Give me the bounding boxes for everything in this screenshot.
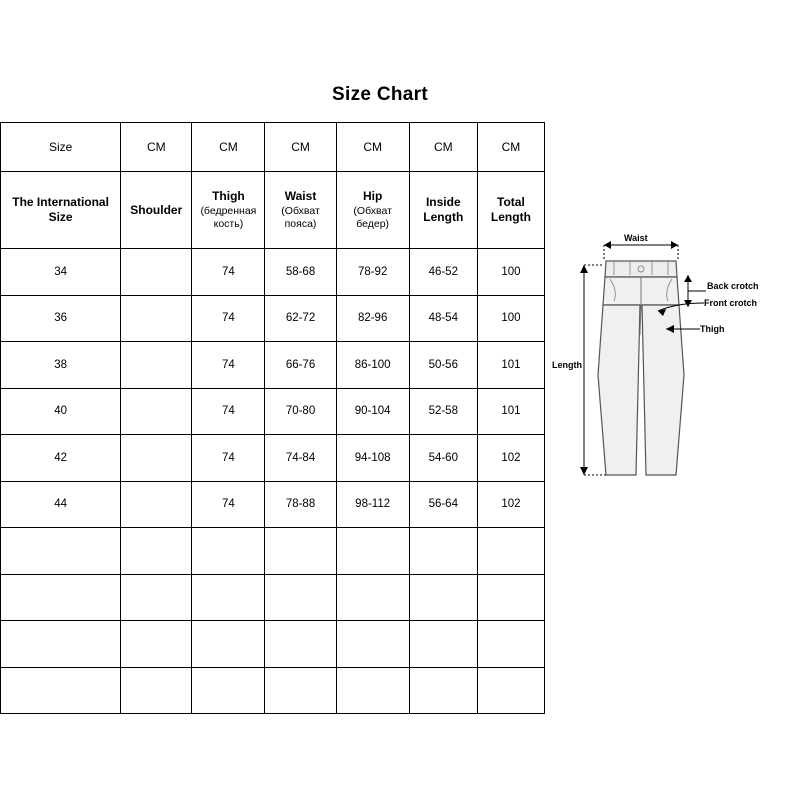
cell-waist: 66-76	[265, 342, 336, 389]
cell-thigh	[192, 667, 265, 714]
header-waist	[265, 172, 336, 249]
cell-size: 40	[1, 388, 121, 435]
header-total-length-label: Total Length	[490, 195, 531, 224]
unit-cell-shoulder: CM	[121, 123, 192, 172]
cell-shoulder	[121, 621, 192, 668]
table-header-row	[1, 172, 545, 249]
unit-cell-total-length: CM	[477, 123, 544, 172]
cell-shoulder	[121, 435, 192, 482]
cell-inside-length	[409, 528, 477, 575]
cell-shoulder	[121, 249, 192, 296]
cell-inside-length: 54-60	[409, 435, 477, 482]
cell-total-length: 100	[477, 249, 544, 296]
cell-thigh	[192, 528, 265, 575]
header-waist-label: Waist	[284, 188, 317, 203]
cell-inside-length	[409, 667, 477, 714]
pants-measurement-illustration	[548, 225, 798, 515]
header-inside-length-label: Inside Length	[423, 195, 464, 224]
cell-waist	[265, 574, 336, 621]
cell-size: 38	[1, 342, 121, 389]
cell-shoulder	[121, 574, 192, 621]
thigh-label: Thigh	[700, 324, 725, 334]
header-inside-length	[409, 172, 477, 249]
cell-size: 36	[1, 295, 121, 342]
waist-label: Waist	[624, 233, 648, 243]
cell-inside-length: 46-52	[409, 249, 477, 296]
cell-hip: 82-96	[336, 295, 409, 342]
cell-hip: 98-112	[336, 481, 409, 528]
cell-shoulder	[121, 528, 192, 575]
cell-total-length	[477, 528, 544, 575]
cell-waist	[265, 667, 336, 714]
cell-total-length: 101	[477, 388, 544, 435]
unit-cell-size: Size	[1, 123, 121, 172]
pants-drawing	[598, 261, 684, 475]
header-international-size-label: The International Size	[12, 195, 109, 224]
header-waist-sub: (Обхват пояса)	[281, 204, 320, 230]
cell-inside-length: 48-54	[409, 295, 477, 342]
cell-thigh: 74	[192, 388, 265, 435]
cell-size	[1, 574, 121, 621]
header-thigh-sub: (бедренная кость)	[200, 204, 257, 230]
cell-shoulder	[121, 667, 192, 714]
cell-total-length	[477, 621, 544, 668]
cell-hip	[336, 574, 409, 621]
cell-size	[1, 621, 121, 668]
page-title: Size Chart	[332, 84, 428, 105]
cell-size	[1, 667, 121, 714]
table-unit-row	[1, 123, 545, 172]
cell-thigh: 74	[192, 481, 265, 528]
cell-hip	[336, 621, 409, 668]
header-shoulder-label: Shoulder	[130, 202, 183, 217]
cell-waist	[265, 528, 336, 575]
header-international-size	[1, 172, 121, 249]
cell-size	[1, 528, 121, 575]
header-hip	[336, 172, 409, 249]
table-row	[1, 388, 545, 435]
cell-waist	[265, 621, 336, 668]
cell-thigh: 74	[192, 435, 265, 482]
table-row	[1, 435, 545, 482]
cell-size: 34	[1, 249, 121, 296]
size-chart-table	[0, 122, 545, 714]
cell-hip: 78-92	[336, 249, 409, 296]
cell-waist: 78-88	[265, 481, 336, 528]
table-row	[1, 574, 545, 621]
cell-thigh: 74	[192, 249, 265, 296]
cell-hip	[336, 667, 409, 714]
table-row	[1, 249, 545, 296]
cell-waist: 70-80	[265, 388, 336, 435]
header-shoulder	[121, 172, 192, 249]
back-crotch-label: Back crotch	[707, 281, 759, 291]
cell-total-length: 101	[477, 342, 544, 389]
cell-hip: 86-100	[336, 342, 409, 389]
cell-waist: 58-68	[265, 249, 336, 296]
cell-hip: 90-104	[336, 388, 409, 435]
cell-thigh: 74	[192, 295, 265, 342]
header-hip-label: Hip	[362, 188, 383, 203]
unit-cell-hip: CM	[336, 123, 409, 172]
cell-waist: 74-84	[265, 435, 336, 482]
front-crotch-label: Front crotch	[704, 298, 757, 308]
waist-measure-arrow	[604, 241, 678, 261]
table-row	[1, 621, 545, 668]
cell-total-length	[477, 667, 544, 714]
cell-total-length	[477, 574, 544, 621]
cell-thigh: 74	[192, 342, 265, 389]
cell-hip	[336, 528, 409, 575]
cell-inside-length	[409, 621, 477, 668]
cell-size: 44	[1, 481, 121, 528]
table-row	[1, 295, 545, 342]
back-crotch-arrow	[684, 275, 706, 307]
cell-shoulder	[121, 342, 192, 389]
unit-cell-thigh: CM	[192, 123, 265, 172]
cell-shoulder	[121, 295, 192, 342]
cell-inside-length	[409, 574, 477, 621]
cell-total-length: 100	[477, 295, 544, 342]
cell-shoulder	[121, 481, 192, 528]
cell-shoulder	[121, 388, 192, 435]
table-row	[1, 481, 545, 528]
table-row	[1, 342, 545, 389]
cell-waist: 62-72	[265, 295, 336, 342]
length-label: Length	[552, 360, 582, 370]
cell-total-length: 102	[477, 481, 544, 528]
header-hip-sub: (Обхват бедер)	[353, 204, 392, 230]
cell-inside-length: 56-64	[409, 481, 477, 528]
header-total-length	[477, 172, 544, 249]
header-thigh-label: Thigh	[212, 188, 245, 203]
cell-hip: 94-108	[336, 435, 409, 482]
cell-inside-length: 52-58	[409, 388, 477, 435]
unit-cell-waist: CM	[265, 123, 336, 172]
cell-thigh	[192, 574, 265, 621]
header-thigh	[192, 172, 265, 249]
cell-total-length: 102	[477, 435, 544, 482]
cell-inside-length: 50-56	[409, 342, 477, 389]
cell-size: 42	[1, 435, 121, 482]
cell-thigh	[192, 621, 265, 668]
unit-cell-inside-length: CM	[409, 123, 477, 172]
table-row	[1, 667, 545, 714]
table-row	[1, 528, 545, 575]
